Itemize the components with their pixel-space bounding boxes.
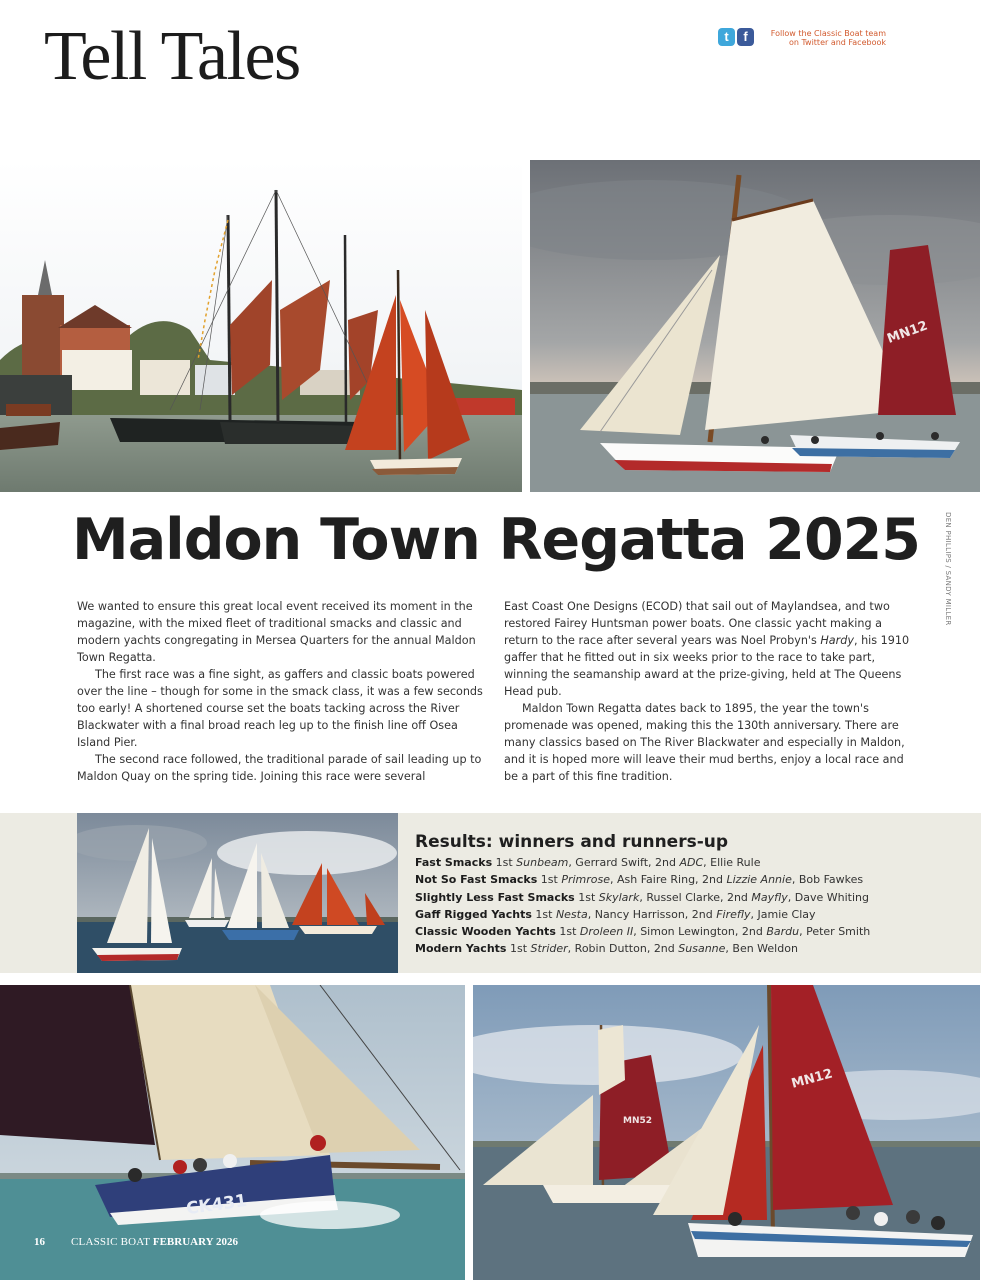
section-title: Tell Tales [44, 18, 300, 95]
article-column-left [77, 598, 489, 785]
results-list [415, 854, 975, 958]
facebook-icon[interactable]: f [737, 28, 754, 46]
paragraph: The second race followed, the traditional parade of sail leading up to Maldon Quay on the spring tide. Joining this race were several [77, 753, 482, 783]
result-class: Modern Yachts [415, 942, 507, 956]
result-class: Classic Wooden Yachts [415, 925, 556, 939]
page-number: 16 [34, 1236, 45, 1248]
runner-up-boat: Mayfly [751, 890, 788, 904]
paragraph-text: , his 1910 gaffer that he fitted out in six weeks prior to the race to take part, winning the seamanship award at the prize-giving, held at The Queens Head pub. [504, 634, 910, 698]
winner-boat: Skylark [598, 890, 640, 904]
result-class: Not So Fast Smacks [415, 873, 538, 887]
result-text: 1st [531, 907, 556, 921]
boat-name-hardy: Hardy [820, 634, 854, 647]
smacks-racing-photo [473, 985, 980, 1280]
sail-number-mn12-bottom: MN12 [789, 1066, 835, 1092]
result-class: Fast Smacks [415, 856, 493, 869]
result-text: 1st [555, 925, 580, 939]
sail-number-mn12-top: MN12 [885, 318, 930, 347]
runner-up-boat: Firefly [716, 907, 751, 921]
result-class: Slightly Less Fast Smacks [415, 890, 575, 904]
result-text: , Ellie Rule [703, 856, 761, 869]
runner-up-boat: Susanne [678, 942, 726, 956]
result-row [415, 906, 975, 923]
photo-credit-text: DEN PHILLIPS / SANDY MILLER [944, 512, 952, 626]
result-text: , Dave Whiting [787, 890, 869, 904]
maldon-quay-photo [0, 160, 522, 492]
result-text: , Simon Lewington, 2nd [633, 925, 767, 939]
photo-credit [938, 512, 958, 648]
result-text: 1st [537, 873, 562, 887]
results-title: Results: winners and runners-up [415, 832, 729, 852]
article-column-right [504, 598, 916, 785]
result-text: , Ash Faire Ring, 2nd [610, 873, 727, 887]
result-row [415, 940, 975, 957]
article-headline: Maldon Town Regatta 2025 [72, 507, 920, 573]
result-text: , Robin Dutton, 2nd [567, 942, 679, 956]
winner-boat: Sunbeam [516, 856, 569, 869]
winner-boat: Strider [530, 942, 568, 956]
runner-up-boat: Bardu [766, 925, 800, 939]
paragraph-text: East Coast One Designs (ECOD) that sail out of Maylandsea, and two restored Fairey Huntsman power boats. One classic yacht making a return to the race after several years was Noel Probyn's [504, 600, 890, 647]
winner-boat: Primrose [561, 873, 611, 887]
runner-up-boat: ADC [679, 856, 704, 869]
winner-boat: Nesta [555, 907, 588, 921]
magazine-name: CLASSIC BOAT [71, 1236, 151, 1248]
runner-up-boat: Lizzie Annie [726, 873, 792, 887]
result-row [415, 871, 975, 888]
result-text: , Bob Fawkes [791, 873, 864, 887]
result-text: , Jamie Clay [750, 907, 816, 921]
result-row [415, 889, 975, 906]
result-text: 1st [574, 890, 599, 904]
result-text: , Peter Smith [799, 925, 871, 939]
paragraph: We wanted to ensure this great local event received its moment in the magazine, with the mixed fleet of traditional smacks and classic and modern yachts congregating in Mersea Quarters for the annual Maldon Town Regatta. [77, 600, 476, 664]
sail-number-ck431: CK431 [184, 1190, 249, 1220]
result-row [415, 854, 975, 871]
result-class: Gaff Rigged Yachts [415, 907, 532, 921]
result-row [415, 923, 975, 940]
paragraph: Maldon Town Regatta dates back to 1895, the year the town's promenade was opened, making this the 130th anniversary. There are many classics based on The River Blackwater and especially in Maldon, and it is hoped more will leave their mud berths, enjoy a local race and be a part of this fine tradition. [504, 702, 905, 783]
result-text: , Gerrard Swift, 2nd [568, 856, 680, 869]
social-follow[interactable] [716, 28, 916, 52]
twitter-icon[interactable]: t [718, 28, 735, 46]
social-follow-text: Follow the Classic Boat team on Twitter and Facebook [770, 29, 886, 47]
page-footer [34, 1236, 238, 1248]
issue-date: FEBRUARY 2026 [152, 1236, 238, 1248]
result-text: , Ben Weldon [725, 942, 798, 956]
result-text: 1st [492, 856, 517, 869]
winner-boat: Droleen II [579, 925, 634, 939]
paragraph [504, 598, 916, 700]
result-text: , Nancy Harrisson, 2nd [587, 907, 717, 921]
result-text: , Russel Clarke, 2nd [639, 890, 752, 904]
paragraph: The first race was a fine sight, as gaffers and classic boats powered over the line – though for some in the smack class, it was a few seconds too early! A shortened course set the boats tacking across the River Blackwater with a final broad reach leg up to the finish line off Osea Island Pier. [77, 668, 483, 749]
sail-number-mn52: MN52 [623, 1116, 653, 1126]
result-text: 1st [506, 942, 531, 956]
regatta-fleet-photo [77, 813, 398, 973]
gaff-cutter-photo [530, 160, 980, 492]
